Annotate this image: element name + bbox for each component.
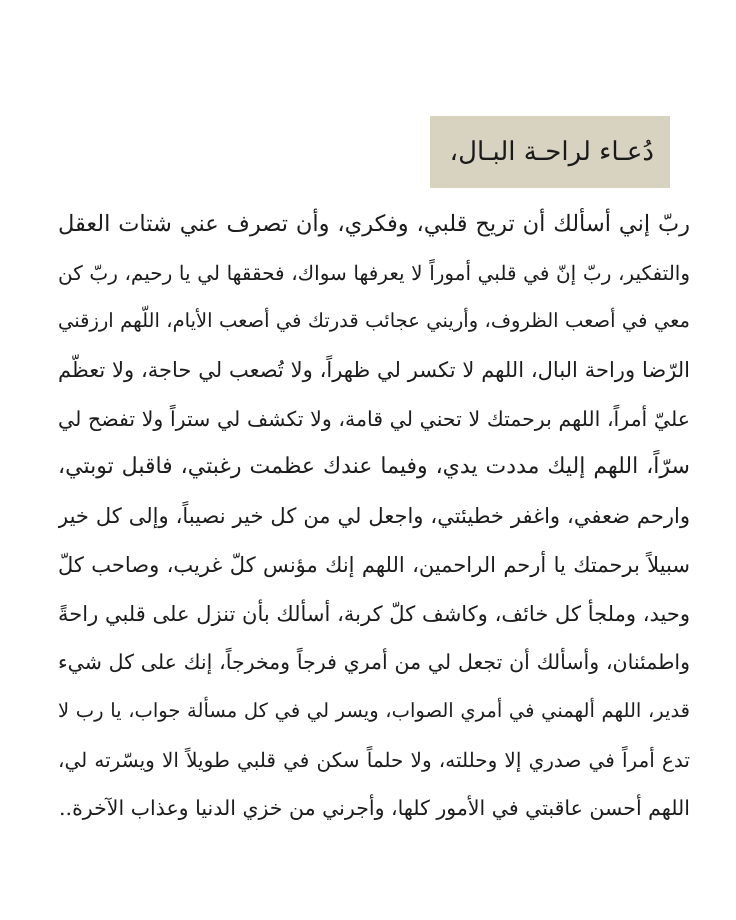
text-line: وحيد، وملجأ كل خائف، وكاشف كلّ كربة، أسألك بأن تنزل على قلبي راحةً	[58, 601, 690, 626]
text-line: واطمئنان، وأسألك أن تجعل لي من أمري فرجاً ومخرجاً، إنك على كل شيء	[58, 650, 690, 675]
text-line: تدع أمراً في صدري إلا وحللته، ولا حلماً سكن في قلبي طويلاً الا ويسّرته لي،	[58, 747, 690, 772]
text-line: ربّ إني أسألك أن تريح قلبي، وفكري، وأن تصرف عني شتات العقل	[58, 211, 690, 237]
text-line: اللهم أحسن عاقبتي في الأمور كلها، وأجرني من خزي الدنيا وعذاب الآخرة..	[59, 796, 690, 821]
prayer-body	[58, 200, 690, 833]
text-line: سرّاً، اللهم إليك مددت يدي، وفيما عندك عظمت رغبتي، فاقبل توبتي،	[58, 454, 690, 480]
text-line: وارحم ضعفي، واغفر خطيئتي، واجعل لي من كل خير نصيباً، وإلى كل خير	[58, 504, 690, 529]
title-box	[430, 116, 670, 188]
text-line: عليّ أمراً، اللهم برحمتك لا تحني لي قامة، ولا تكشف لي ستراً ولا تفضح لي	[58, 406, 690, 431]
page-title: دُعـاء لراحـة البـال،	[449, 137, 654, 167]
text-line: سبيلاً برحمتك يا أرحم الراحمين، اللهم إنك مؤنس كلّ غريب، وصاحب كلّ	[58, 552, 690, 577]
text-line: قدير، اللهم ألهمني في أمري الصواب، ويسر لي في كل مسألة جواب، يا رب لا	[58, 698, 690, 722]
text-line: الرّضا وراحة البال، اللهم لا تكسر لي ظهراً، ولا تُصعب لي حاجة، ولا تعظّم	[58, 358, 690, 383]
text-line: والتفكير، ربّ إنّ في قلبي أموراً لا يعرفها سواك، فحققها لي يا رحيم، ربّ كن	[58, 260, 690, 285]
text-line: معي في أصعب الظروف، وأريني عجائب قدرتك في أصعب الأيام، اللّهم ارزقني	[58, 309, 690, 333]
